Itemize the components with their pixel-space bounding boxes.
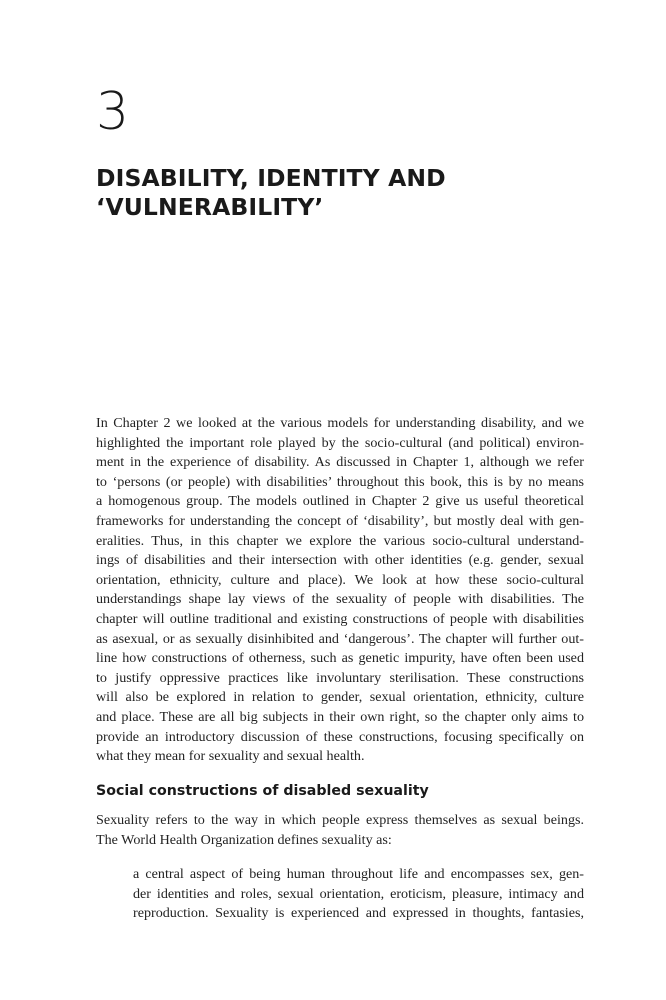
text-line: frameworks for understanding the concept of ‘disability’, but mostly deal with gen- [96,512,584,529]
chapter-title-line: ‘VULNERABILITY’ [96,193,324,221]
quote-line: a central aspect of being human throughout life and encompasses sex, gen- [133,866,584,882]
section-heading: Social constructions of disabled sexuality [96,783,429,799]
text-line: understandings shape lay views of the sexuality of people with disabilities. The [96,591,584,608]
text-line: orientation, ethnicity, culture and place). We look at how these socio-cultural [96,571,584,588]
quote-line: der identities and roles, sexual orientation, eroticism, pleasure, intimacy and [133,885,584,902]
chapter-title [96,164,576,222]
text-line: highlighted the important role played by the socio-cultural (and political) environ- [96,434,584,451]
text-line: to ‘persons (or people) with disabilities’ throughout this book, this is by no means [96,473,584,490]
chapter-number: 3 [96,82,130,142]
text-line: line how constructions of otherness, such as genetic impurity, have often been used [96,650,584,667]
section-paragraph [96,811,584,850]
block-quote [133,865,584,924]
intro-paragraph [96,414,584,767]
text-line: The World Health Organization defines sexuality as: [96,831,392,848]
text-line: provide an introductory discussion of these constructions, focusing specifically on [96,728,584,745]
text-line: eralities. Thus, in this chapter we explore the various socio-cultural understand- [96,532,584,549]
text-line: what they mean for sexuality and sexual health. [96,748,365,765]
text-line: Sexuality refers to the way in which people express themselves as sexual beings. [96,812,584,828]
text-line: In Chapter 2 we looked at the various models for understanding disability, and we [96,415,584,431]
text-line: will also be explored in relation to gender, sexual orientation, ethnicity, culture [96,689,584,706]
text-line: and place. These are all big subjects in their own right, so the chapter only aims to [96,708,584,725]
chapter-title-line: DISABILITY, IDENTITY AND [96,164,446,192]
text-line: chapter will outline traditional and existing constructions of people with disabilities [96,610,584,627]
text-line: ment in the experience of disability. As discussed in Chapter 1, although we refer [96,454,584,471]
text-line: to justify oppressive practices like involuntary sterilisation. These constructions [96,669,584,686]
text-line: a homogenous group. The models outlined in Chapter 2 give us useful theoretical [96,493,584,510]
quote-line: reproduction. Sexuality is experienced and expressed in thoughts, fantasies, [133,905,584,922]
text-line: ings of disabilities and their intersection with other identities (e.g. gender, sexual [96,552,584,569]
text-line: as asexual, or as sexually disinhibited and ‘dangerous’. The chapter will further out- [96,630,584,647]
